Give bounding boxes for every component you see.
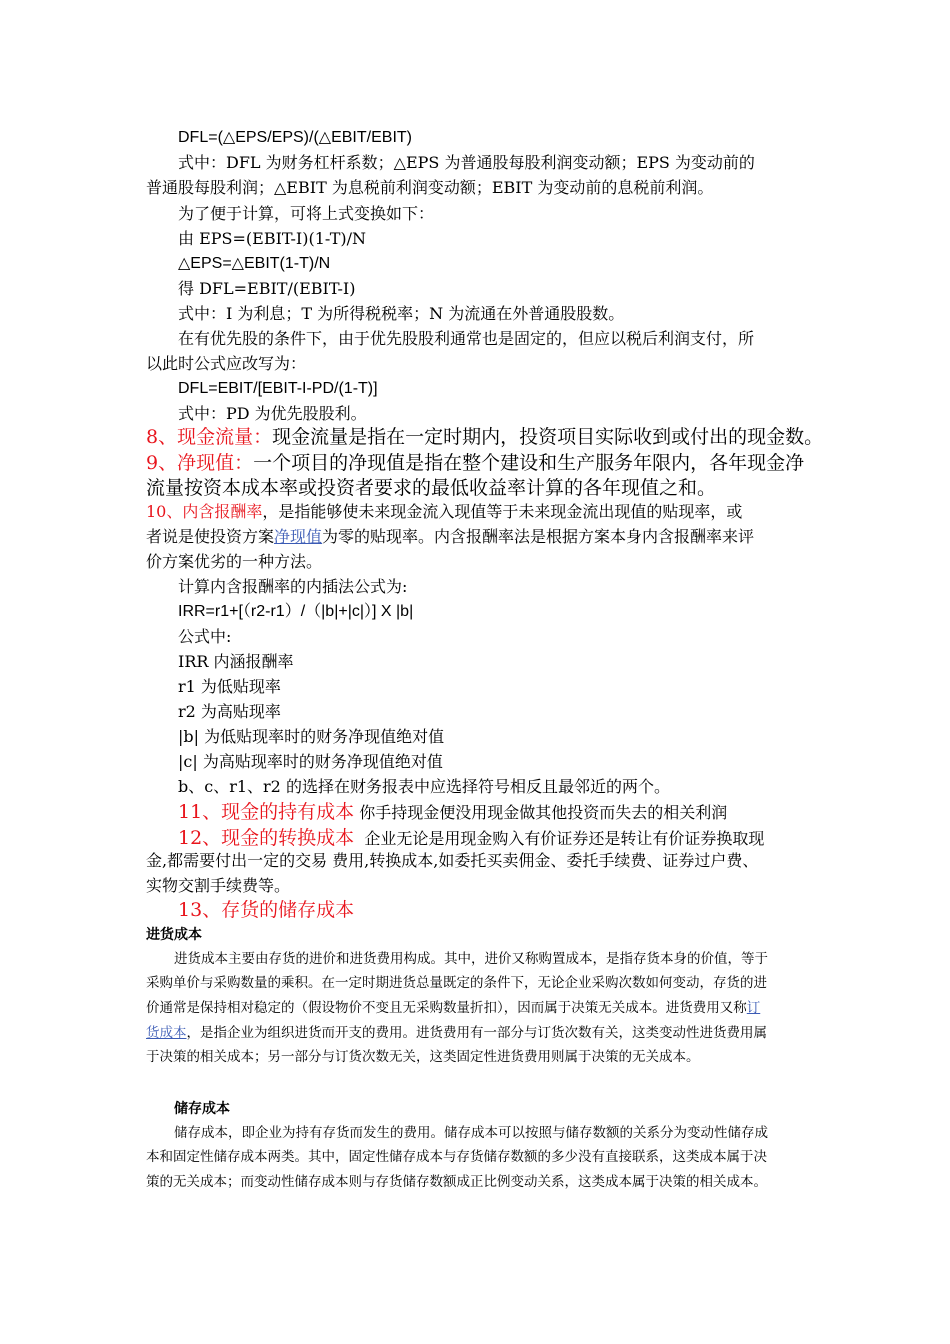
npv-link[interactable]: 净现值: [274, 527, 323, 546]
order-cost-link[interactable]: 订: [746, 1000, 761, 1016]
text-span: 为零的贴现率。内含报酬率法是根据方案本身内含报酬率来评: [322, 527, 755, 546]
heading-label: 9、净现值：: [146, 452, 254, 474]
text-line: 金,都需要付出一定的交易 费用,转换成本,如委托买卖佣金、委托手续费、证券过户费、: [146, 851, 759, 870]
text-line: 实物交割手续费等。: [146, 876, 291, 895]
heading-cash-holding-cost: [178, 803, 727, 822]
text-line: b、c、r1、r2 的选择在财务报表中应选择符号相反且最邻近的两个。: [178, 777, 670, 796]
heading-inventory-storage-cost: 13、存货的储存成本: [178, 899, 355, 921]
heading-label: 11、现金的持有成本: [178, 801, 355, 823]
text-line: [146, 1002, 760, 1016]
text-line: 普通股每股利润；△EBIT 为息税前利润变动额；EBIT 为变动前的息税前利润。: [146, 178, 714, 197]
heading-text: 现金流量是指在一定时期内，投资项目实际收到或付出的现金数。: [272, 426, 824, 448]
section-title-purchase-cost: 进货成本: [146, 927, 202, 943]
text-span: ，是指企业为组织进货而开支的费用。进货费用有一部分与订货次数有关，这类变动性进货费用属: [186, 1025, 767, 1041]
text-line: 计算内含报酬率的内插法公式为:: [178, 577, 408, 596]
text-line: 储存成本，即企业为持有存货而发生的费用。储存成本可以按照与储存数额的关系分为变动性储存成: [174, 1125, 768, 1141]
heading-irr: [146, 504, 742, 520]
heading-text: 企业无论是用现金购入有价证券还是转让有价证券换取现: [364, 829, 765, 848]
text-line: IRR 内涵报酬率: [178, 652, 294, 671]
text-line: r1 为低贴现率: [178, 677, 281, 696]
heading-label: 12、现金的转换成本: [178, 827, 355, 849]
text-span: 价通常是保持相对稳定的（假设物价不变且无采购数量折扣），因而属于决策无关成本。进货费用又称: [146, 1000, 747, 1016]
text-line: [146, 1027, 767, 1041]
formula-dfl-preferred: DFL=EBIT/[EBIT-I-PD/(1-T)]: [178, 380, 378, 397]
text-line: 为了便于计算，可将上式变换如下：: [178, 204, 435, 223]
text-line: r2 为高贴现率: [178, 702, 281, 721]
text-line: 采购单价与采购数量的乘积。在一定时期进货总量既定的条件下，无论企业采购次数如何变动，存货的进: [146, 975, 767, 991]
section-title-storage-cost: 储存成本: [174, 1101, 230, 1117]
heading-npv: [146, 454, 804, 473]
heading-label: 8、现金流量：: [146, 426, 273, 448]
order-cost-link[interactable]: 货成本: [146, 1025, 187, 1041]
text-line: 式中：I 为利息；T 为所得税税率；N 为流通在外普通股股数。: [178, 304, 625, 323]
text-line: 式中：DFL 为财务杠杆系数；△EPS 为普通股每股利润变动额；EPS 为变动前的: [178, 153, 755, 172]
formula-delta-eps: △EPS=△EBIT(1-T)/N: [178, 255, 331, 272]
formula-dfl: DFL=(△EPS/EPS)/(△EBIT/EBIT): [178, 129, 412, 146]
text-line: 本和固定性储存成本两类。其中，固定性储存成本与存货储存数额的多少没有直接联系，这类成本属于决: [146, 1149, 767, 1165]
text-line: |b| 为低贴现率时的财务净现值绝对值: [178, 727, 445, 746]
heading-cash-flow: [146, 428, 823, 447]
text-line: |c| 为高贴现率时的财务净现值绝对值: [178, 752, 443, 771]
formula-dfl-simplified: 得 DFL=EBIT/(EBIT-I): [178, 279, 356, 298]
text-line: 公式中:: [178, 627, 232, 646]
text-line: 在有优先股的条件下，由于优先股股利通常也是固定的，但应以税后利润支付，所: [178, 329, 755, 348]
text-span: 者说是使投资方案: [146, 527, 275, 546]
heading-text: ，是指能够使未来现金流入现值等于未来现金流出现值的贴现率，或: [262, 502, 743, 521]
heading-label: 10、内含报酬率: [146, 502, 263, 521]
heading-text: 你手持现金便没用现金做其他投资而失去的相关利润: [359, 803, 728, 822]
formula-eps: 由 EPS=(EBIT-I)(1-T)/N: [178, 229, 367, 248]
text-line: 式中：PD 为优先股股利。: [178, 404, 367, 423]
text-line: 价方案优劣的一种方法。: [146, 552, 323, 571]
text-line: 策的无关成本；而变动性储存成本则与存货储存数额成正比例变动关系，这类成本属于决策的相关成本。: [146, 1174, 767, 1190]
text-line: 于决策的相关成本；另一部分与订货次数无关，这类固定性进货费用则属于决策的无关成本。: [146, 1049, 700, 1065]
text-line: 进货成本主要由存货的进价和进货费用构成。其中，进价又称购置成本，是指存货本身的价值，等于: [174, 951, 768, 967]
text-line: 流量按资本成本率或投资者要求的最低收益率计算的各年现值之和。: [146, 477, 717, 499]
heading-cash-conversion-cost: [178, 829, 764, 848]
formula-irr: IRR=r1+[（r2-r1）/（|b|+|c|）] X |b|: [178, 603, 414, 620]
text-line: 以此时公式应改写为：: [146, 354, 307, 373]
text-line: [146, 529, 754, 545]
heading-text: 一个项目的净现值是指在整个建设和生产服务年限内，各年现金净: [253, 452, 805, 474]
